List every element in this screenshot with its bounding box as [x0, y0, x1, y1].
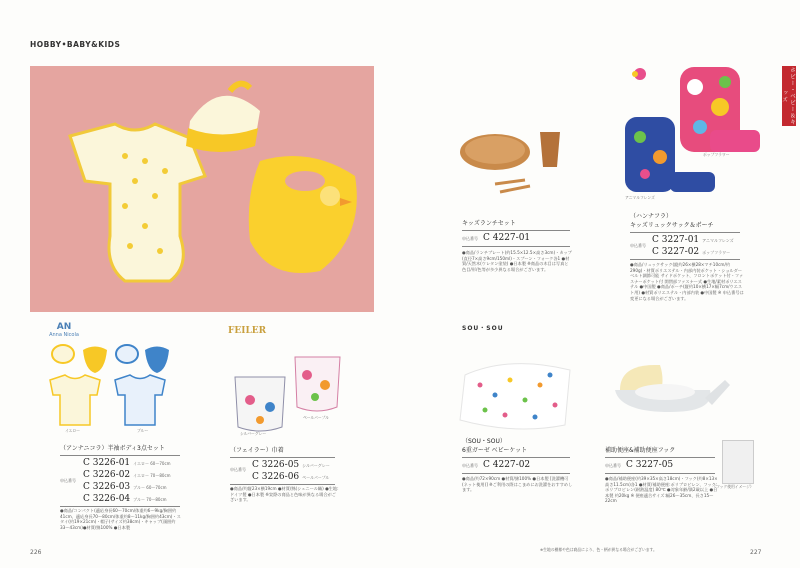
anna-desc: ●商品/コンパクト(適応身長60〜70cm/体重約6〜9kg/胸囲約41cm、適応身長70〜80cm/体重約8〜11kg/胸囲約43cm)・スタイ(約19×21cm)・帽子(サイズ約38cm)・キャップ(頭囲約33〜43cm)●材質/綿100% ●日本製 — [60, 508, 181, 530]
feiler-label-purple: ペールパープル — [303, 415, 329, 420]
potty-reg-label: 申込番号 — [605, 463, 621, 468]
lunch-desc: ●商品/ランチプレート(約15.5×12.5×高さ3cm)・カップ(直径7×高さ9cm/150ml)・スプーン・フォーク各1 ●材質/天然木(ウレタン塗装) ●日本製 ※商品の木目は写真と色目/形/色等が多少異なる場合がございます。 — [462, 250, 572, 272]
feiler-label-grey: シルバーグレー — [240, 431, 267, 436]
feiler-brand: FEILER — [228, 326, 267, 336]
lunch-title: キッズランチセット — [462, 220, 516, 227]
anna-brand — [44, 322, 84, 338]
anna-title: （アンナニコラ）半袖ボディ3点セット — [60, 445, 165, 452]
anna-variant-3: ブルー 60〜70cm — [133, 485, 167, 490]
rucksack-code-2: C 3227-02 — [652, 247, 700, 257]
anna-logo-icon: AN — [56, 322, 72, 332]
potty-code: C 3227-05 — [626, 460, 674, 470]
rucksack-variant-2: ポップフラワー — [702, 250, 731, 255]
feiler-desc: ●商品/約縦23×横19cm ●材質/綿(シェニール織) ●生地:ドイツ製 ●日本製 ※実際の商品と色味が異なる場合がございます。 — [230, 486, 339, 503]
side-tab: ホビー・ベビー＆キッズ — [781, 66, 795, 126]
potty-hook-inset — [712, 440, 754, 489]
sousou-desc: ●商品/約72×90cm ●材質/綿100% ●日本製 [洗濯機可(ネット使用)] ※ご利用の際はこまめにお洗濯をおすすめします。 — [462, 476, 573, 493]
rucksack-photo — [615, 62, 765, 202]
anna-code-2: C 3226-02 — [83, 470, 131, 480]
anna-variant-4: ブルー 70〜80cm — [133, 497, 167, 502]
sousou-photo — [455, 345, 580, 435]
anna-label-yellow: イエロー — [65, 428, 81, 433]
rucksack-label-b: アニマルフレンズ — [625, 195, 655, 200]
sousou-title-2: 6重ガーゼ ベビーケット — [462, 447, 528, 454]
feiler-title: （フェイラー）巾着 — [230, 447, 284, 454]
rucksack-reg-label: 申込番号 — [630, 243, 646, 248]
anna-code-1: C 3226-01 — [83, 458, 131, 468]
potty-note: （フック使用イメージ） — [712, 484, 754, 489]
rucksack-label-a: ポップフラワー — [703, 152, 730, 157]
potty-title: 補助便座&補助便座フック — [605, 447, 676, 454]
sousou-code: C 4227-02 — [483, 460, 531, 470]
anna-reg-label: 申込番号 — [60, 478, 76, 483]
section-title: HOBBY•BABY&KIDS — [30, 40, 121, 49]
feiler-code-1: C 3226-05 — [252, 460, 300, 470]
rucksack-variant-1: アニマルフレンズ — [702, 238, 734, 243]
anna-variant-2: イエロー 70〜80cm — [133, 473, 171, 478]
sousou-title-1: （SOU・SOU） — [462, 438, 506, 445]
page-number-right: 227 — [750, 549, 762, 556]
sousou-brand: SOU・SOU — [462, 325, 504, 332]
footer-note: ※生地の模様や色は商品により、色・柄が異なる場合がございます。 — [540, 547, 657, 552]
rucksack-desc: ●商品/リュックサック(縦約26×横28×マチ10cm/約290g)・材質ポリエステル・内部内装ポケット・ショルダーベルト調節可能 サイドポケット、フロントポケット付・ファスナーポケット付 開閉部ファスナー式 ●生地/素材ポリエステル ●中国製 ●商品/ポーチ(縦約10×横17×幅7cm/ウエスト用) ●材質ポリエステル・内部内装 ●中国製 ※ 申込番号は変更になる場合がございます。 — [630, 262, 744, 301]
feiler-variant-1: シルバーグレー — [302, 463, 330, 468]
rucksack-code-1: C 3227-01 — [652, 235, 700, 245]
anna-brand-name: Anna Nicola — [49, 332, 79, 338]
lunch-photo — [455, 112, 575, 202]
rucksack-brand-line: （ハンナフラ） — [630, 213, 673, 220]
potty-desc: ●商品/補助便座(約39×35×高さ18cm)・フック(約8×13×高さ11.5cm)各1 ●材質/補助便座:ポリプロピレン、フック:ポリプロピレン(耐熱温度) 80℃ ●対象年齢/満2歳以上 ●日本製 約20kg ※ 便座適合サイズ:幅26〜35cm、長さ15〜22cm — [605, 476, 718, 504]
anna-code-4: C 3226-04 — [83, 494, 131, 504]
page-number-left: 226 — [30, 549, 42, 556]
lunch-code: C 4227-01 — [483, 233, 531, 243]
anna-variant-1: イエロー 60〜70cm — [133, 461, 171, 466]
sousou-reg-label: 申込番号 — [462, 463, 478, 468]
lunch-reg-label: 申込番号 — [462, 236, 478, 241]
feiler-variant-2: ペールパープル — [302, 475, 330, 480]
rucksack-title: キッズリュックサック＆ポーチ — [630, 222, 714, 229]
anna-code-3: C 3226-03 — [83, 482, 131, 492]
potty-photo — [600, 350, 750, 430]
hero-photo — [30, 66, 374, 312]
feiler-code-2: C 3226-06 — [252, 472, 300, 482]
anna-label-blue: ブルー — [137, 428, 149, 433]
feiler-reg-label: 申込番号 — [230, 467, 246, 472]
anna-photo — [45, 340, 175, 435]
feiler-photo — [225, 345, 345, 435]
